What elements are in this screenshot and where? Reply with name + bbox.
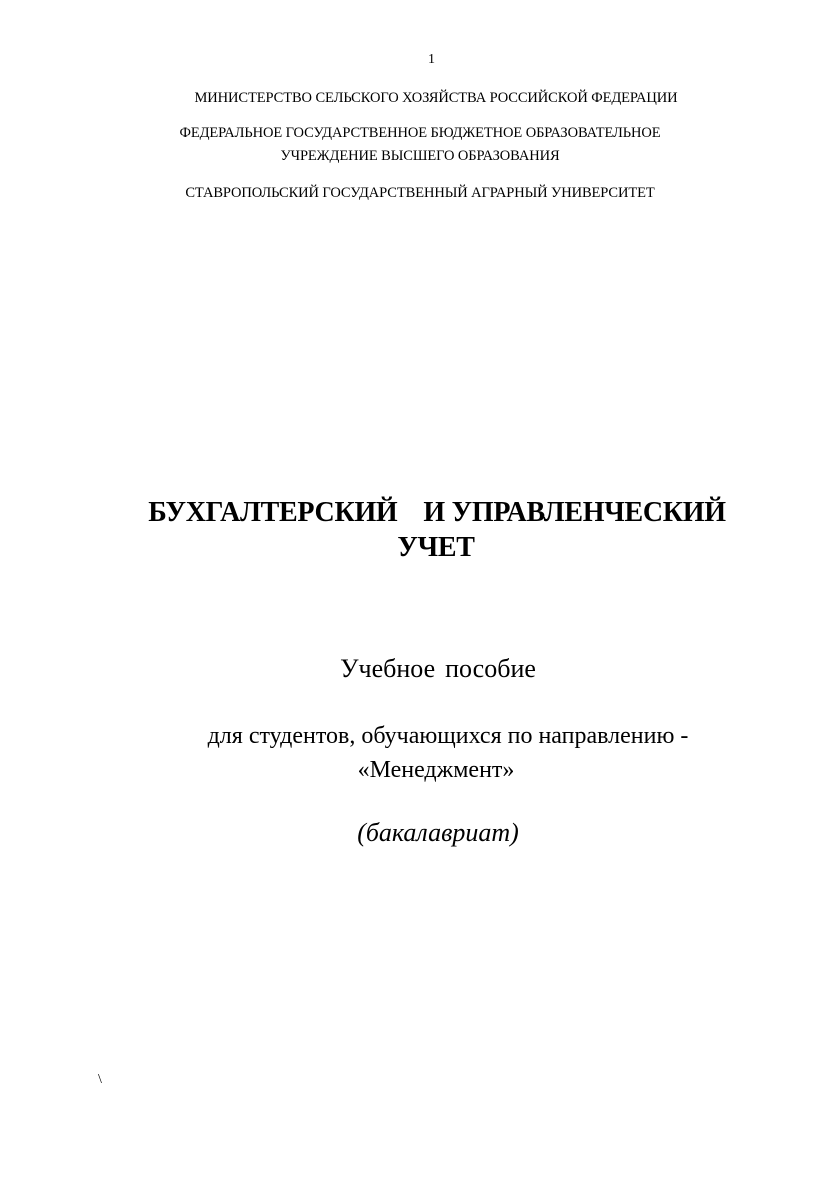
degree-level: (бакалавриат) [357,818,519,847]
ministry-name: МИНИСТЕРСТВО СЕЛЬСКОГО ХОЗЯЙСТВА РОССИЙСКОЙ ФЕДЕРАЦИИ [194,90,678,106]
title-word-accounting: БУХГАЛТЕРСКИЙ [148,497,398,528]
page-number: 1 [428,52,435,67]
title-word-managerial: И УПРАВЛЕНЧЕСКИЙ [423,497,726,528]
university-name: СТАВРОПОЛЬСКИЙ ГОСУДАРСТВЕННЫЙ АГРАРНЫЙ УНИВЕРСИТЕТ [185,185,655,201]
document-type-word2: пособие [445,654,536,683]
target-audience-line2: «Менеджмент» [357,757,515,783]
document-type-word1: Учебное [340,654,436,683]
document-type [20,654,836,684]
document-title-line1 [19,497,836,529]
institution-name-line1: ФЕДЕРАЛЬНОЕ ГОСУДАРСТВЕННОЕ БЮДЖЕТНОЕ ОБРАЗОВАТЕЛЬНОЕ [179,125,661,141]
document-title-line2: УЧЕТ [397,532,475,563]
institution-name-line2: УЧРЕЖДЕНИЕ ВЫСШЕГО ОБРАЗОВАНИЯ [280,148,560,164]
target-audience-line1: для студентов, обучающихся по направлению - [207,723,689,749]
stray-backslash-mark: \ [98,1072,102,1087]
